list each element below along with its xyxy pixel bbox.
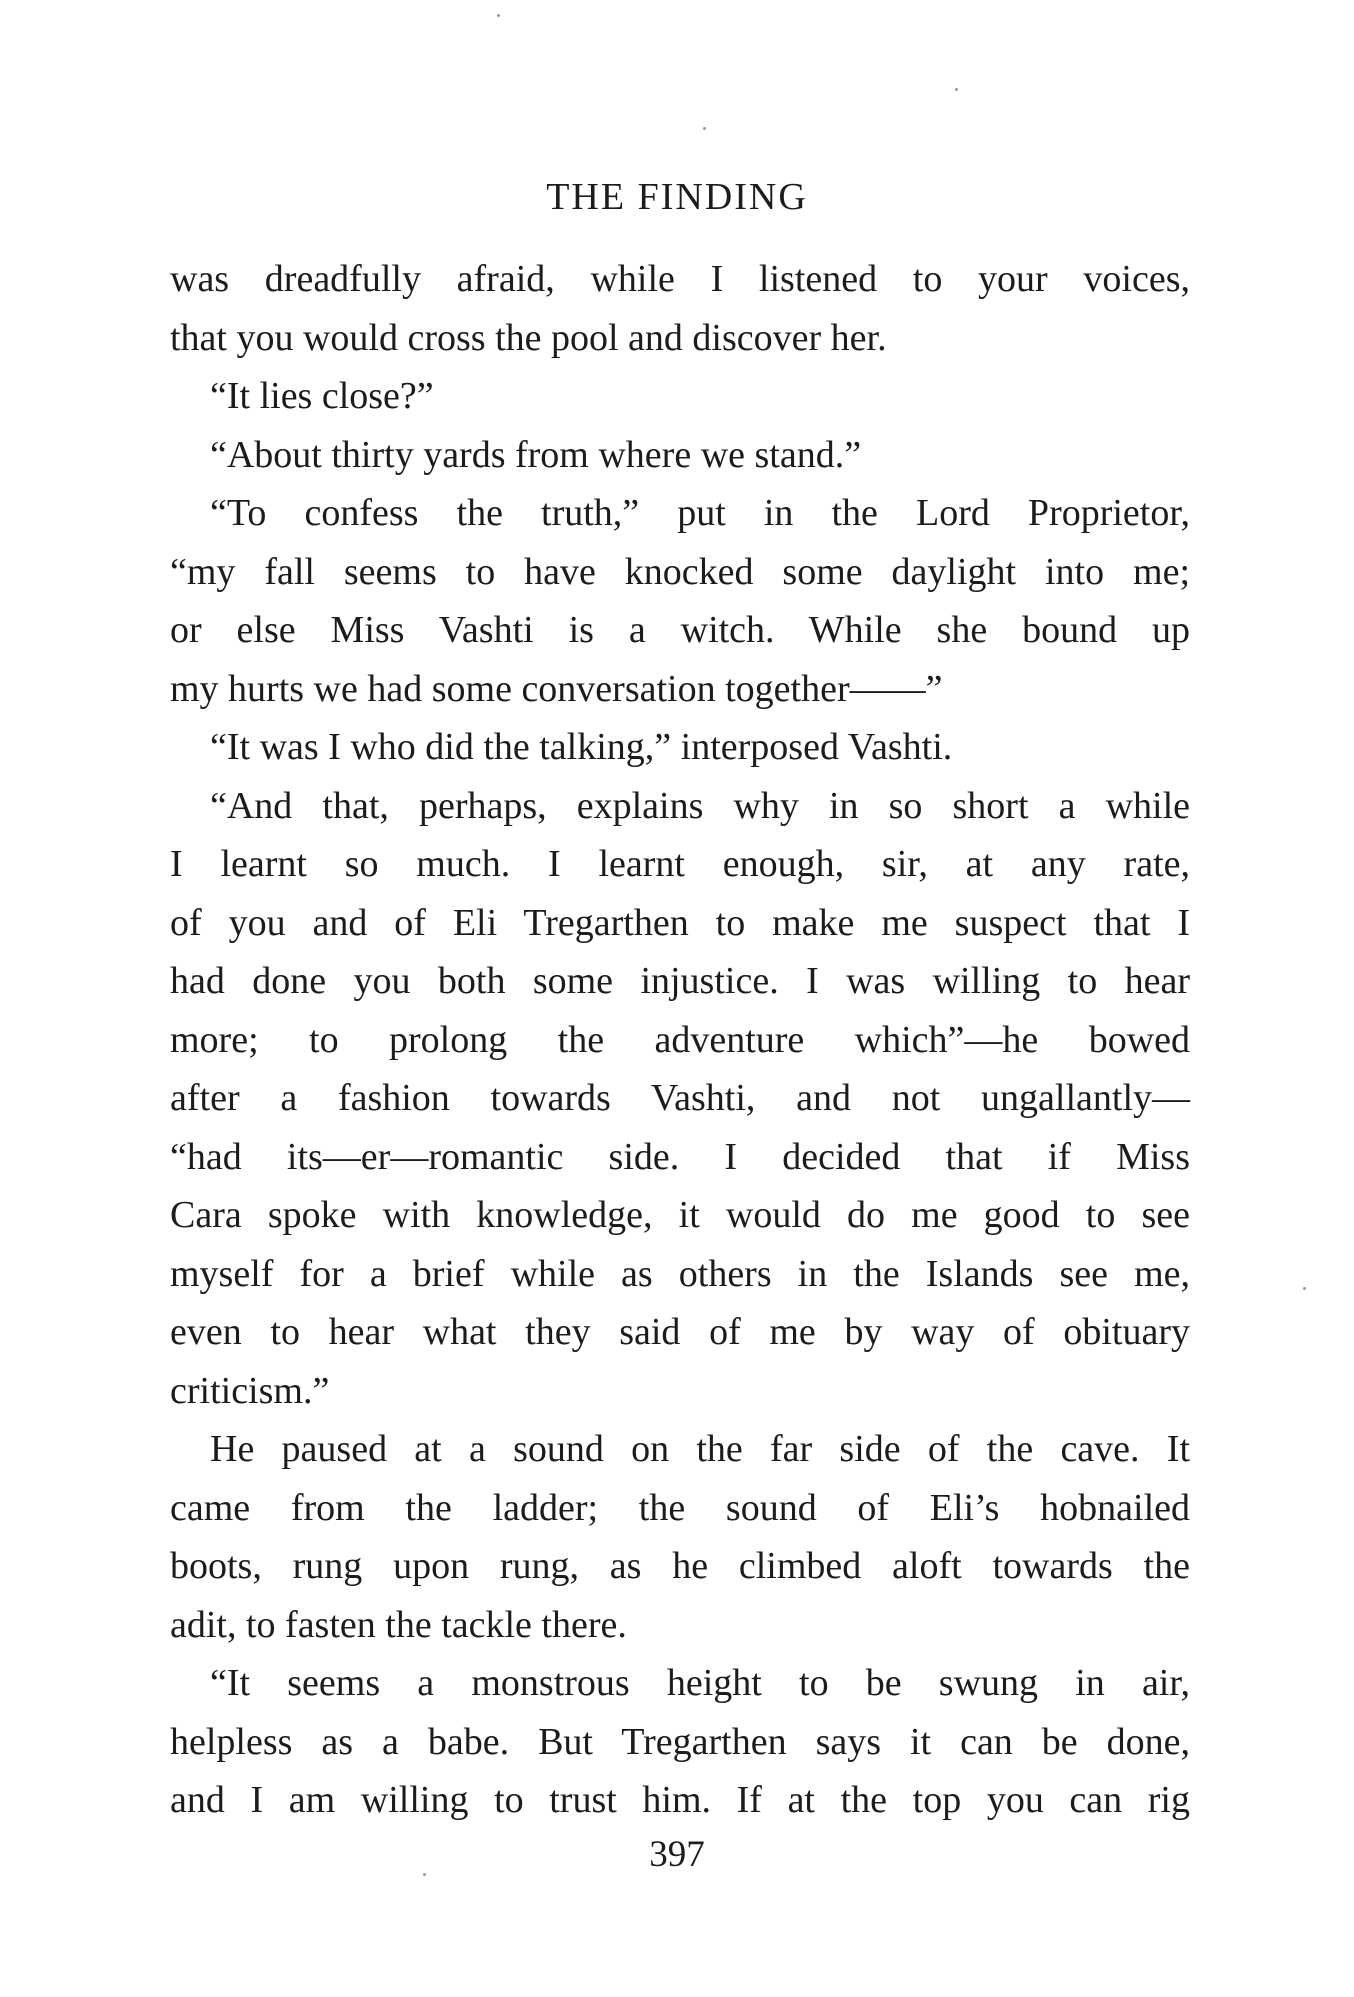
text-line: “my fall seems to have knocked some daylight into me; xyxy=(170,550,1190,593)
text-line: “It was I who did the talking,” interposed Vashti. xyxy=(210,726,953,768)
text-line: adit, to fasten the tackle there. xyxy=(170,1603,627,1646)
paper-speck xyxy=(703,127,706,130)
text-line: more; to prolong the adventure which”—he bowed xyxy=(170,1018,1190,1061)
text-line: came from the ladder; the sound of Eli’s hobnailed xyxy=(170,1486,1190,1529)
paper-speck xyxy=(497,14,500,17)
text-line: He paused at a sound on the far side of the cave. It xyxy=(210,1428,1190,1470)
text-line: criticism.” xyxy=(170,1369,330,1412)
paper-speck xyxy=(423,1873,426,1876)
text-line: was dreadfully afraid, while I listened to your voices, xyxy=(170,258,1190,300)
page-number: 397 xyxy=(649,1834,705,1875)
text-line: “It lies close?” xyxy=(210,375,434,417)
text-line: of you and of Eli Tregarthen to make me suspect that I xyxy=(170,901,1190,944)
text-line: I learnt so much. I learnt enough, sir, at any rate, xyxy=(170,843,1190,885)
body-text xyxy=(170,250,1190,1830)
text-line: boots, rung upon rung, as he climbed aloft towards the xyxy=(170,1545,1190,1587)
running-head: THE FINDING xyxy=(546,176,808,218)
text-line: myself for a brief while as others in the Islands see me, xyxy=(170,1252,1190,1295)
text-line: my hurts we had some conversation together——” xyxy=(170,667,943,710)
text-line: after a fashion towards Vashti, and not ungallantly— xyxy=(170,1077,1190,1119)
text-line: “To confess the truth,” put in the Lord Proprietor, xyxy=(210,492,1190,534)
text-line: Cara spoke with knowledge, it would do me good to see xyxy=(170,1194,1190,1236)
text-line: “It seems a monstrous height to be swung in air, xyxy=(210,1662,1190,1704)
text-line: “had its—er—romantic side. I decided that if Miss xyxy=(170,1135,1190,1178)
paper-speck xyxy=(955,88,958,91)
text-line: that you would cross the pool and discover her. xyxy=(170,316,887,359)
text-line: helpless as a babe. But Tregarthen says it can be done, xyxy=(170,1720,1190,1763)
text-line: and I am willing to trust him. If at the top you can rig xyxy=(170,1779,1190,1821)
text-line: even to hear what they said of me by way of obituary xyxy=(170,1311,1190,1353)
text-line: had done you both some injustice. I was willing to hear xyxy=(170,960,1190,1002)
text-line: “And that, perhaps, explains why in so short a while xyxy=(210,784,1190,827)
text-line: or else Miss Vashti is a witch. While she bound up xyxy=(170,609,1190,651)
paper-speck xyxy=(1303,1287,1306,1290)
text-line: “About thirty yards from where we stand.” xyxy=(210,433,862,476)
